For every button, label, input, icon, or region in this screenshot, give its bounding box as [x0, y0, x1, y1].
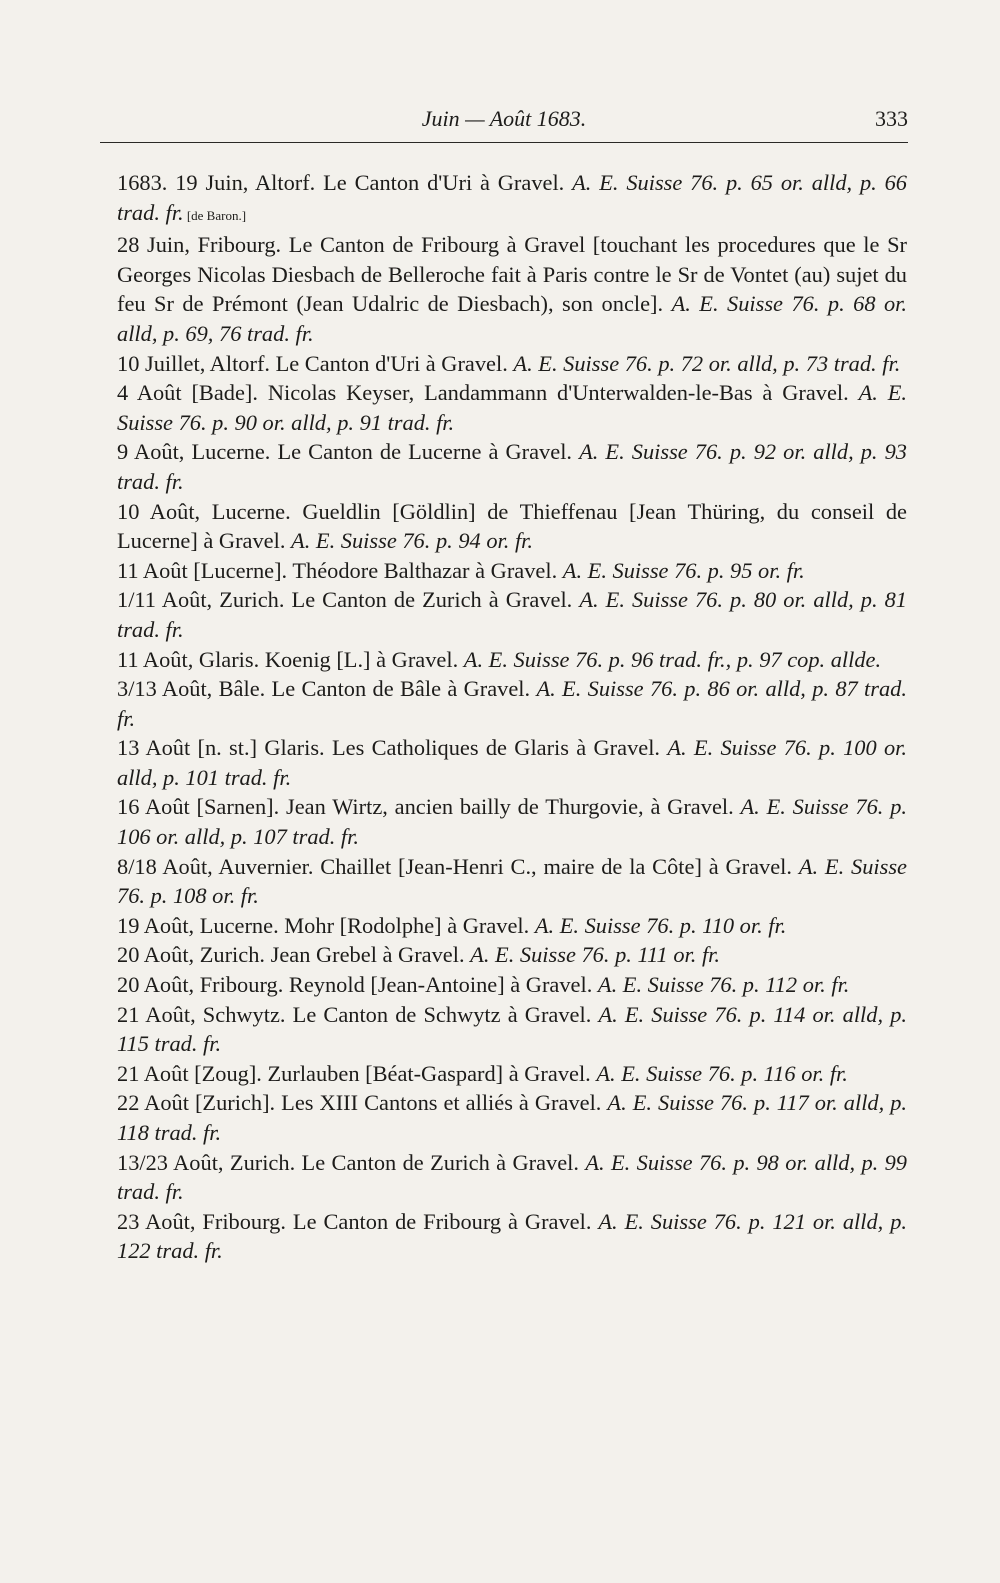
entry-reference: A. E. Suisse 76. p. 114 or. alld, p. 115 trad. fr. [117, 1001, 907, 1057]
entry-text: Jean Wirtz, ancien bailly de Thurgovie, à Gravel. [279, 794, 741, 820]
entry-list [117, 168, 907, 1266]
entry-reference: A. E. Suisse 76. p. 96 trad. fr., p. 97 cop. allde. [463, 646, 882, 672]
entry-date: 3/13 Août, Bâle. [117, 676, 266, 702]
entry-reference: A. E. Suisse 76. p. 111 or. fr. [470, 942, 720, 968]
entry-text: Gueldlin [Göldlin] de Thieffenau [Jean Thüring, du conseil de Lucerne] à Gravel. [117, 498, 907, 554]
entry-reference: A. E. Suisse 76. p. 86 or. alld, p. 87 trad. fr. [117, 676, 907, 731]
entry-date: 23 Août, Fribourg. [117, 1208, 286, 1234]
calendar-entry [117, 1059, 907, 1089]
entry-text: Le Canton de Fribourg à Gravel. [285, 1208, 599, 1234]
entry-reference: A. E. Suisse 76. p. 121 or. alld, p. 122 trad. fr. [117, 1208, 908, 1264]
entry-text: Chaillet [Jean-Henri C., maire de la Côte] à Gravel. [313, 853, 799, 879]
entry-reference: A. E. Suisse 76. p. 112 or. fr. [597, 972, 850, 998]
entry-date: 20 Août, Zurich. [117, 942, 266, 968]
entry-date: 9 Août, Lucerne. [117, 439, 271, 465]
entry-reference: A. E. Suisse 76. p. 65 or. alld, p. 66 trad. fr. [117, 170, 907, 225]
entry-reference: A. E. Suisse 76. p. 72 or. alld, p. 73 trad. fr. [513, 350, 901, 376]
entry-date: 10 Août, Lucerne. [117, 498, 291, 524]
entry-reference: A. E. Suisse 76. p. 116 or. fr. [596, 1060, 848, 1086]
running-header [100, 102, 908, 143]
entry-reference: A. E. Suisse 76. p. 100 or. alld, p. 101 trad. fr. [117, 735, 907, 790]
entry-text: Nicolas Keyser, Landammann d'Unterwalden-le-Bas à Gravel. [257, 380, 859, 406]
entry-date: 4 Août [Bade]. [117, 380, 258, 406]
calendar-entry [117, 1000, 907, 1059]
calendar-entry [117, 1207, 907, 1266]
page-number: 333 [875, 106, 908, 131]
entry-date: 1/11 Août, Zurich. [117, 587, 285, 613]
entry-date: 10 Juillet, Altorf. [117, 350, 270, 376]
entry-text: Théodore Balthazar à Gravel. [287, 557, 563, 583]
entry-reference: A. E. Suisse 76. p. 68 or. alld, p. 69, 76 trad. fr. [117, 291, 907, 346]
entry-text: Le Canton d'Uri à Gravel. [315, 170, 573, 195]
entry-text: Le Canton de Bâle à Gravel. [265, 676, 537, 702]
entry-reference: A. E. Suisse 76. p. 90 or. alld, p. 91 trad. fr. [117, 380, 908, 435]
entry-date: 8/18 Août, Auvernier. [117, 853, 314, 879]
entry-reference: A. E. Suisse 76. p. 108 or. fr. [117, 853, 907, 909]
entry-reference: A. E. Suisse 76. p. 80 or. alld, p. 81 trad. fr. [117, 587, 908, 642]
entry-reference: A. E. Suisse 76. p. 92 or. alld, p. 93 trad. fr. [117, 439, 907, 494]
calendar-entry [117, 940, 907, 970]
entry-reference: A. E. Suisse 76. p. 94 or. fr. [291, 528, 534, 554]
entry-date: 20 Août, Fribourg. [117, 972, 284, 998]
calendar-entry [117, 970, 907, 1000]
entry-text: Les Catholiques de Glaris à Gravel. [324, 735, 668, 761]
entry-text: Le Canton de Schwytz à Gravel. [285, 1001, 599, 1027]
calendar-entry [117, 437, 907, 496]
entry-reference: A. E. Suisse 76. p. 98 or. alld, p. 99 trad. fr. [117, 1149, 907, 1205]
entry-text: Koenig [L.] à Gravel. [259, 646, 464, 672]
calendar-entry [117, 792, 907, 851]
calendar-entry [117, 556, 907, 586]
calendar-entry [117, 911, 907, 941]
entry-date: 28 Juin, Fribourg. [117, 232, 282, 258]
calendar-entry [117, 674, 907, 733]
entry-text: Le Canton de Zurich à Gravel. [284, 587, 580, 613]
calendar-entry [117, 733, 907, 792]
calendar-entry [117, 1148, 907, 1207]
calendar-entry [117, 645, 907, 675]
calendar-entry [117, 585, 907, 644]
entry-text: Reynold [Jean-Antoine] à Gravel. [283, 972, 598, 998]
entry-text: Jean Grebel à Gravel. [265, 942, 471, 968]
entry-date: 13 Août [n. st.] Glaris. [117, 735, 325, 761]
entry-date: 16 Août [Sarnen]. [117, 794, 280, 820]
entry-reference: A. E. Suisse 76. p. 106 or. alld, p. 107 trad. fr. [117, 794, 907, 850]
entry-date: 1683. 19 Juin, Altorf. [117, 170, 316, 195]
entry-text: Le Canton de Zurich à Gravel. [295, 1149, 586, 1175]
entry-date: 13/23 Août, Zurich. [117, 1149, 296, 1175]
calendar-entry [117, 378, 907, 437]
entry-date: 19 Août, Lucerne. [117, 912, 279, 938]
calendar-entry [117, 349, 907, 379]
entry-text: Mohr [Rodolphe] à Gravel. [278, 912, 535, 938]
entry-text: Les XIII Cantons et alliés à Gravel. [275, 1090, 608, 1116]
entry-text: Le Canton d'Uri à Gravel. [270, 350, 514, 376]
entry-date: 22 Août [Zurich]. [117, 1090, 276, 1116]
calendar-entry [117, 852, 907, 911]
entry-date: 21 Août, Schwytz. [117, 1001, 286, 1027]
running-title: Juin — Août 1683. [421, 106, 587, 131]
entry-text: Le Canton de Lucerne à Gravel. [270, 439, 580, 465]
entry-reference: A. E. Suisse 76. p. 110 or. fr. [534, 912, 787, 938]
calendar-entry [117, 1088, 907, 1147]
calendar-entry [117, 168, 907, 230]
entry-date: 11 Août [Lucerne]. [117, 557, 288, 583]
entry-text: Le Canton de Fribourg à Gravel [touchant les procedures que le Sr Georges Nicolas Diesbach de Belleroche fait à Paris contre le Sr de Vontet (au) sujet du feu Sr de Prémont (Jean Udalric de Diesbach), son oncle]. [117, 232, 907, 317]
entry-date: 11 Août, Glaris. [117, 646, 260, 672]
calendar-entry [117, 497, 907, 556]
entry-text: Zurlauben [Béat-Gaspard] à Gravel. [261, 1060, 597, 1086]
entry-note: [de Baron.] [183, 207, 247, 223]
entry-reference: A. E. Suisse 76. p. 117 or. alld, p. 118 trad. fr. [117, 1090, 908, 1145]
calendar-entry [117, 230, 907, 348]
entry-reference: A. E. Suisse 76. p. 95 or. fr. [562, 557, 805, 583]
entry-date: 21 Août [Zoug]. [117, 1060, 262, 1086]
